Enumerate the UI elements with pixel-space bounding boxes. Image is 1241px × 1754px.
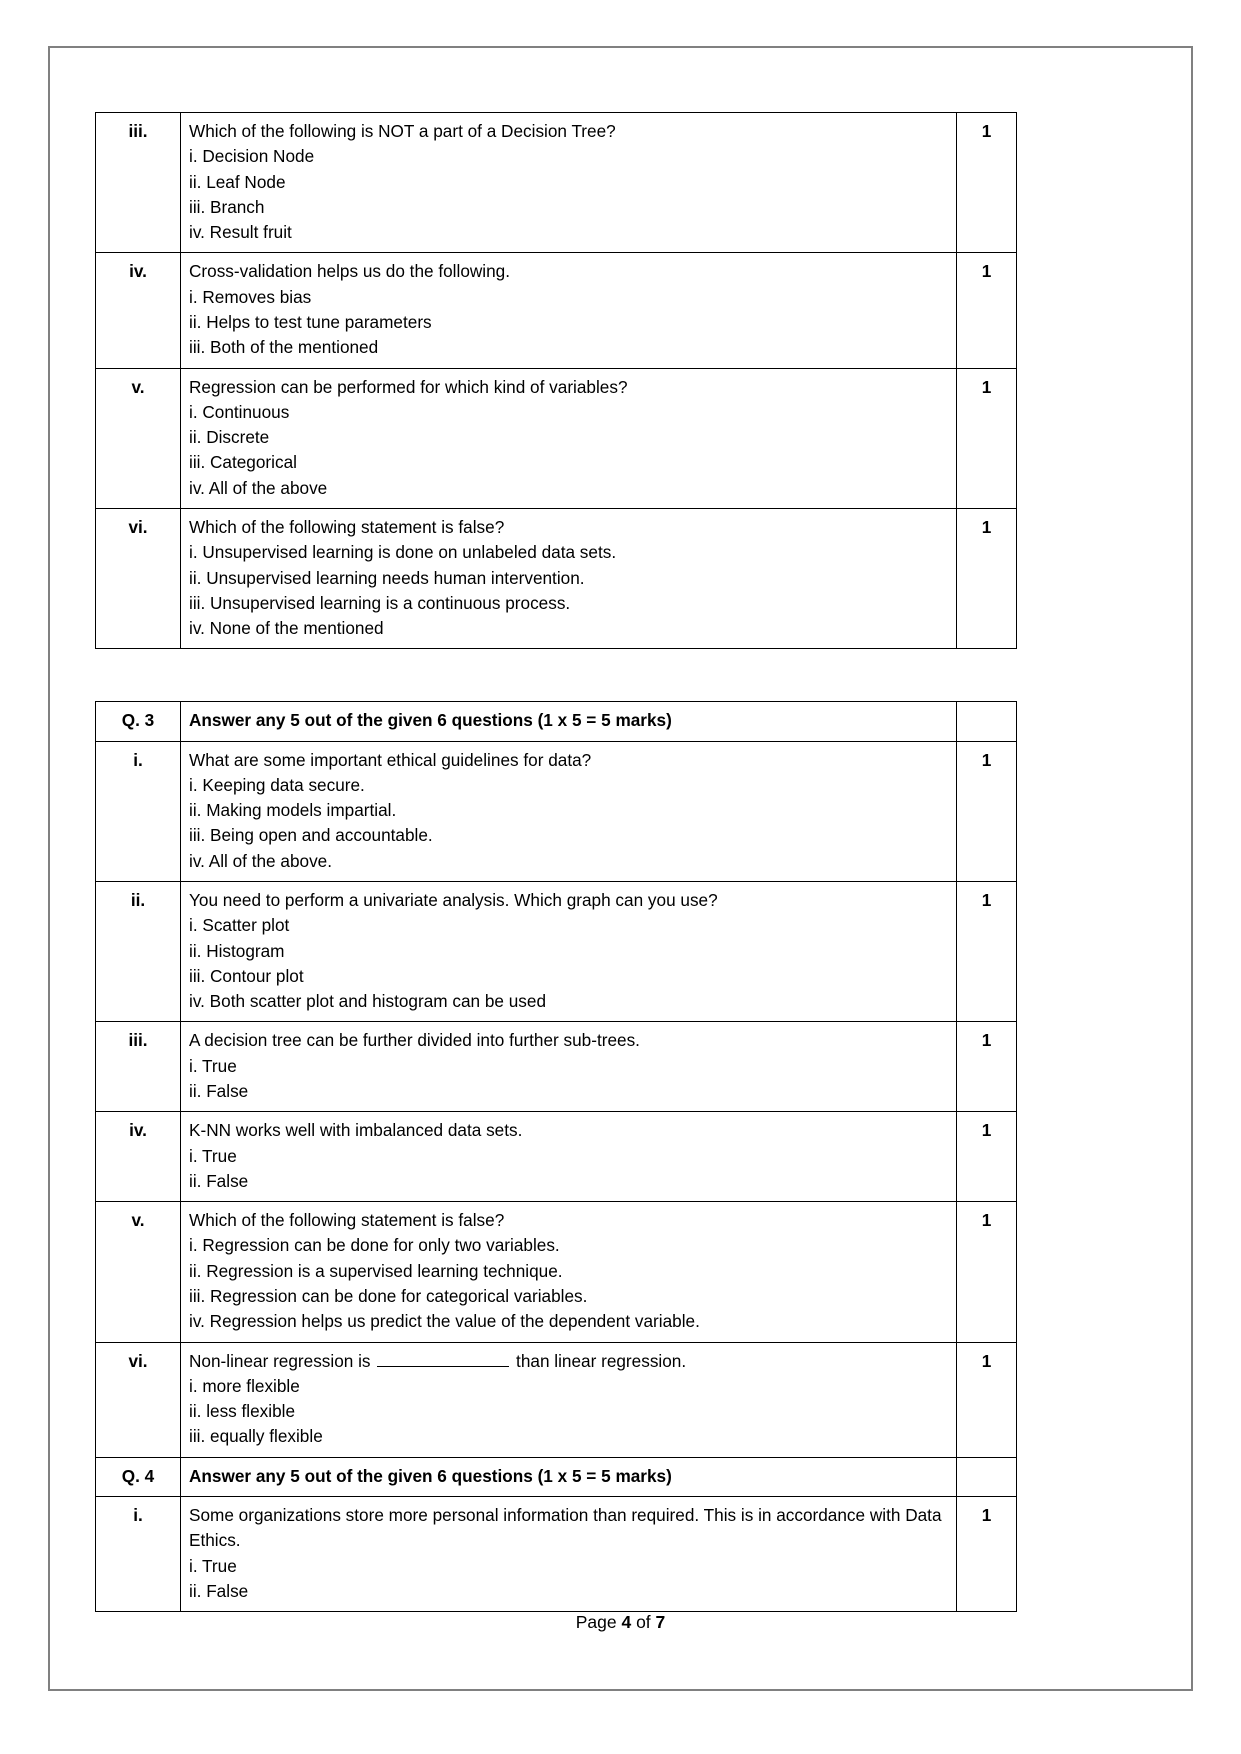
question-number: i. — [96, 1496, 181, 1611]
option-item: ii. Leaf Node — [189, 171, 286, 192]
question-number: vi. — [96, 1342, 181, 1457]
section-label: Q. 4 — [96, 1457, 181, 1496]
question-text: K-NN works well with imbalanced data sets. — [189, 1120, 523, 1141]
table-row — [96, 741, 1017, 881]
question-number: v. — [96, 1202, 181, 1342]
question-text: What are some important ethical guidelines for data? — [189, 749, 592, 770]
option-item: iv. All of the above — [189, 477, 328, 498]
question-text-fill-in-blank — [189, 1349, 948, 1374]
question-body — [181, 882, 957, 1022]
question-text: Which of the following is NOT a part of a Decision Tree? — [189, 121, 616, 141]
question-text: A decision tree can be further divided into further sub-trees. — [189, 1030, 640, 1051]
question-body — [181, 113, 957, 253]
question-number: i. — [96, 741, 181, 881]
option-item: ii. Making models impartial. — [189, 800, 397, 821]
fill-in-blank-line — [377, 1366, 509, 1367]
option-item: iii. Contour plot — [189, 965, 304, 986]
marks-value: 1 — [957, 1022, 1017, 1112]
option-item: i. Decision Node — [189, 146, 315, 167]
page-footer — [48, 1612, 1193, 1633]
marks-value: 1 — [957, 368, 1017, 508]
option-item: iv. All of the above. — [189, 850, 332, 871]
section-label: Q. 3 — [96, 702, 181, 741]
question-body — [181, 1496, 957, 1611]
table-spacer — [95, 649, 1016, 701]
option-item: ii. False — [189, 1081, 249, 1101]
option-item: i. Continuous — [189, 401, 290, 422]
question-text: Which of the following statement is false? — [189, 1210, 505, 1231]
question-body — [181, 508, 957, 648]
table-row — [96, 1022, 1017, 1112]
table-row — [96, 1496, 1017, 1611]
footer-current-page: 4 — [621, 1612, 632, 1632]
question-text: Cross-validation helps us do the following. — [189, 261, 511, 282]
option-item: i. True — [189, 1145, 237, 1166]
table-row — [96, 882, 1017, 1022]
question-number: iii. — [96, 1022, 181, 1112]
marks-value: 1 — [957, 741, 1017, 881]
option-item: ii. Histogram — [189, 940, 285, 961]
option-item: ii. Unsupervised learning needs human intervention. — [189, 567, 585, 588]
option-item: ii. Helps to test tune parameters — [189, 311, 432, 332]
option-item: iv. Regression helps us predict the value of the dependent variable. — [189, 1311, 700, 1332]
option-item: i. Scatter plot — [189, 915, 290, 936]
question-text: Some organizations store more personal information than required. This is in accordance with Data Ethics. — [189, 1504, 942, 1551]
marks-value: 1 — [957, 1112, 1017, 1202]
option-item: iii. Branch — [189, 196, 265, 217]
question-text: Regression can be performed for which kind of variables? — [189, 376, 628, 397]
section-title: Answer any 5 out of the given 6 questions (1 x 5 = 5 marks) — [181, 702, 957, 741]
question-number: vi. — [96, 508, 181, 648]
table-row — [96, 253, 1017, 368]
option-item: iii. Both of the mentioned — [189, 337, 379, 358]
option-item: ii. less flexible — [189, 1401, 296, 1422]
question-body — [181, 1342, 957, 1457]
question-number: iii. — [96, 113, 181, 253]
option-item: i. Keeping data secure. — [189, 774, 365, 795]
question-text-after-blank: than linear regression. — [511, 1350, 687, 1371]
footer-middle: of — [631, 1612, 656, 1632]
footer-prefix: Page — [575, 1612, 622, 1632]
table-row — [96, 508, 1017, 648]
option-item: i. Removes bias — [189, 286, 312, 307]
table-row — [96, 113, 1017, 253]
section-marks — [957, 702, 1017, 741]
marks-value: 1 — [957, 1342, 1017, 1457]
option-item: ii. Regression is a supervised learning technique. — [189, 1260, 563, 1281]
section-title: Answer any 5 out of the given 6 questions (1 x 5 = 5 marks) — [181, 1457, 957, 1496]
question-number: iv. — [96, 253, 181, 368]
option-item: iii. Regression can be done for categorical variables. — [189, 1285, 588, 1306]
option-item: i. True — [189, 1055, 237, 1076]
question-body — [181, 368, 957, 508]
marks-value: 1 — [957, 508, 1017, 648]
page-content — [95, 112, 1016, 1612]
marks-value: 1 — [957, 882, 1017, 1022]
section-marks — [957, 1457, 1017, 1496]
marks-value: 1 — [957, 253, 1017, 368]
option-item: ii. False — [189, 1580, 249, 1601]
option-item: iii. Unsupervised learning is a continuous process. — [189, 592, 571, 613]
option-item: iii. Being open and accountable. — [189, 825, 433, 846]
option-item: i. Regression can be done for only two variables. — [189, 1235, 560, 1256]
question-body — [181, 1202, 957, 1342]
question-number: iv. — [96, 1112, 181, 1202]
option-item: ii. Discrete — [189, 427, 270, 448]
question-number: v. — [96, 368, 181, 508]
option-item: ii. False — [189, 1170, 249, 1191]
table-row — [96, 1342, 1017, 1457]
marks-value: 1 — [957, 1496, 1017, 1611]
option-item: i. more flexible — [189, 1375, 300, 1396]
question-body — [181, 741, 957, 881]
option-item: iii. equally flexible — [189, 1426, 323, 1447]
question-body — [181, 253, 957, 368]
marks-value: 1 — [957, 113, 1017, 253]
option-item: iv. Both scatter plot and histogram can be used — [189, 991, 547, 1012]
question-text: You need to perform a univariate analysis. Which graph can you use? — [189, 890, 718, 911]
question-table-bottom — [95, 701, 1017, 1612]
footer-total-pages: 7 — [655, 1612, 666, 1632]
table-row — [96, 1202, 1017, 1342]
option-item: iv. None of the mentioned — [189, 618, 384, 639]
option-item: i. True — [189, 1555, 237, 1576]
option-item: i. Unsupervised learning is done on unlabeled data sets. — [189, 542, 617, 563]
question-body — [181, 1112, 957, 1202]
question-text: Which of the following statement is false? — [189, 516, 505, 537]
option-item: iv. Result fruit — [189, 222, 292, 243]
marks-value: 1 — [957, 1202, 1017, 1342]
section-header-row — [96, 702, 1017, 741]
option-item: iii. Categorical — [189, 452, 297, 473]
table-row — [96, 1112, 1017, 1202]
question-text-before-blank: Non-linear regression is — [189, 1350, 376, 1371]
question-number: ii. — [96, 882, 181, 1022]
question-table-top — [95, 112, 1017, 649]
section-header-row — [96, 1457, 1017, 1496]
table-row — [96, 368, 1017, 508]
question-body — [181, 1022, 957, 1112]
